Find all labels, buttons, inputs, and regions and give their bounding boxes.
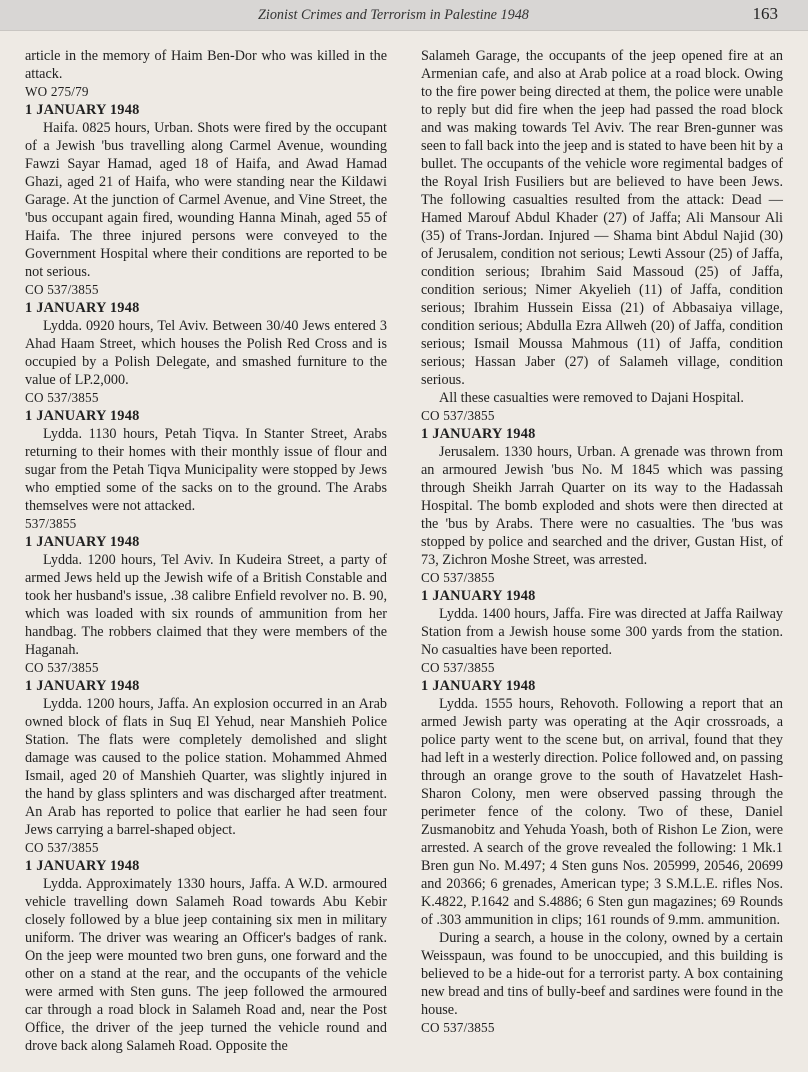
source-reference: CO 537/3855 [25,840,99,855]
source-reference: CO 537/3855 [25,660,99,675]
entry-body: Lydda. 0920 hours, Tel Aviv. Between 30/40 Jews entered 3 Ahad Haam Street, which houses the Polish Red Cross and is occupied by a Polish Delegate, and smashed furniture to the value of LP.2,000. [25,318,387,388]
entry-body: Lydda. 1555 hours, Rehovoth. Following a report that an armed Jewish party was operating at the Aqir crossroads, a police party went to the scene but, on arrival, found that they had left in a westerly direction. Police followed and, on passing through an orange grove to the south of Havatzelet Hash-Sharon Colony, men were observed passing through the perimeter fence of the colony. Two of these, Daniel Zusmanobitz and Yehuda Yoash, both of Rishon Le Zion, were arrested. A search of the grove revealed the following: 1 Mk.1 Bren gun No. M.497; 4 Sten guns Nos. 205999, 20546, 20699 and 20366; 6 grenades, American type; 3 S.M.L.E. rifles Nos. K.4822, P.1642 and S.4886; 6 Sten gun magazines; 69 Rounds of .303 ammunition in clips; 161 rounds of 9.mm. ammunition. [421,696,783,928]
source-reference: CO 537/3855 [421,660,495,675]
entry-body: Lydda. Approximately 1330 hours, Jaffa. A W.D. armoured vehicle travelling down Salameh Road towards Abu Kebir closely followed by a blue jeep containing six men in military uniform. The driver was wearing an Officer's badges of rank. On the jeep were mounted two bren guns, one forward and the other on a stand at the rear, and the occupants of the vehicle were armed with Sten guns. The jeep followed the armoured car through a road block in Salameh Road and, near the Post Office, the driver of the jeep turned the vehicle round and drove back along Salameh Road. Opposite the [25,876,387,1054]
entry-date-heading: 1 JANUARY 1948 [421,426,536,442]
source-reference: CO 537/3855 [421,408,495,423]
source-reference: CO 537/3855 [25,282,99,297]
entry-date-heading: 1 JANUARY 1948 [25,102,140,118]
continuation-text: All these casualties were removed to Dajani Hospital. [439,390,744,406]
entry-body: Lydda. 1130 hours, Petah Tiqva. In Stanter Street, Arabs returning to their homes with their monthly issue of flour and sugar from the Petah Tiqva Municipality were stopped by Jews who emptied some of the sacks on to the ground. The Arabs themselves were not attacked. [25,426,387,514]
page-number: 163 [752,4,778,23]
running-header [0,0,808,31]
source-reference: 537/3855 [25,516,77,531]
source-reference: WO 275/79 [25,84,89,99]
right-column [421,47,783,1037]
left-column [25,47,387,1055]
entry-body: Haifa. 0825 hours, Urban. Shots were fired by the occupant of a Jewish 'bus travelling along Carmel Avenue, wounding Fawzi Sayar Hamad, aged 18 of Haifa, and Awad Hamad Ghazi, aged 21 of Haifa, who were standing near the Kildawi Garage. At the junction of Carmel Avenue, and Vine Street, the 'bus occupant again fired, wounding Hanna Minah, aged 55 of Haifa. The three injured persons were conveyed to the Government Hospital where their conditions are reported to be not serious. [25,120,387,280]
source-reference: CO 537/3855 [25,390,99,405]
continuation-text: Salameh Garage, the occupants of the jeep opened fire at an Armenian cafe, and also at Arab police at a road block. Owing to the fire power being directed at them, the police were unable to reply but did fire when the jeep had passed the road block and was making towards Tel Aviv. The rear Bren-gunner was seen to fall back into the jeep and is stated to have been hit by a bullet. The occupants of the vehicle wore regimental badges of the Royal Irish Fusiliers but are believed to have been Jews. The following casualties resulted from the attack: Dead — Hamed Marouf Abdul Khader (27) of Jaffa; Ali Mansour Ali (35) of Trans-Jordan. Injured — Shama bint Abdul Najid (30) of Jerusalem, condition not serious; Lewti Assour (25) of Jaffa, condition serious; Ibrahim Said Massoud (25) of Jaffa, condition serious; Nimer Akyelieh (11) of Jaffa, condition serious; Ibrahim Hussein Eissa (21) of Abbasaiya village, condition serious; Abdulla Ezra Allweh (20) of Jaffa, condition serious; Ismail Moussa Mahmous (11) of Jaffa, condition serious; Hassan Jaber (27) of Salameh village, condition serious. [421,48,783,388]
entry-date-heading: 1 JANUARY 1948 [25,408,140,424]
continuation-text: article in the memory of Haim Ben-Dor who was killed in the attack. [25,48,387,82]
running-title: Zionist Crimes and Terrorism in Palestine 1948 [258,7,529,23]
entry-date-heading: 1 JANUARY 1948 [25,678,140,694]
entry-date-heading: 1 JANUARY 1948 [25,300,140,316]
entry-body: Lydda. 1200 hours, Jaffa. An explosion occurred in an Arab owned block of flats in Suq El Yehud, near Manshieh Police Station. The flats were completely demolished and slight damage was caused to the police station. Mohammed Ahmed Ismail, aged 20 of Manshieh Quarter, was slightly injured in the hand by glass splinters and was discharged after treatment. An Arab has reported to police that earlier he had seen four Jews carrying a barrel-shaped object. [25,696,387,838]
entry-body: During a search, a house in the colony, owned by a certain Weisspaun, was found to be unoccupied, and this building is believed to be a hide-out for a terrorist party. A box containing new bread and tins of bully-beef and sardines were found in the house. [421,930,783,1018]
entry-date-heading: 1 JANUARY 1948 [25,534,140,550]
source-reference: CO 537/3855 [421,1020,495,1035]
entry-body: Lydda. 1400 hours, Jaffa. Fire was directed at Jaffa Railway Station from a Jewish house some 300 yards from the station. No casualties have been reported. [421,606,783,658]
entry-date-heading: 1 JANUARY 1948 [25,858,140,874]
entry-date-heading: 1 JANUARY 1948 [421,588,536,604]
entry-body: Lydda. 1200 hours, Tel Aviv. In Kudeira Street, a party of armed Jews held up the Jewish wife of a British Constable and took her husband's issue, .38 calibre Enfield revolver no. B. 90, which was loaded with six rounds of ammunition from her handbag. The robbers claimed that they were members of the Haganah. [25,552,387,658]
entry-body: Jerusalem. 1330 hours, Urban. A grenade was thrown from an armoured Jewish 'bus No. M 1845 which was passing through Sheikh Jarrah Quarter on its way to the Hadassah Hospital. The bomb exploded and shots were then directed at the 'bus by Arabs. There were no casualties. The 'bus was stopped by police and searched and the driver, Gustan Hist, of 73, Zichron Moshe Street, was arrested. [421,444,783,568]
entry-date-heading: 1 JANUARY 1948 [421,678,536,694]
source-reference: CO 537/3855 [421,570,495,585]
